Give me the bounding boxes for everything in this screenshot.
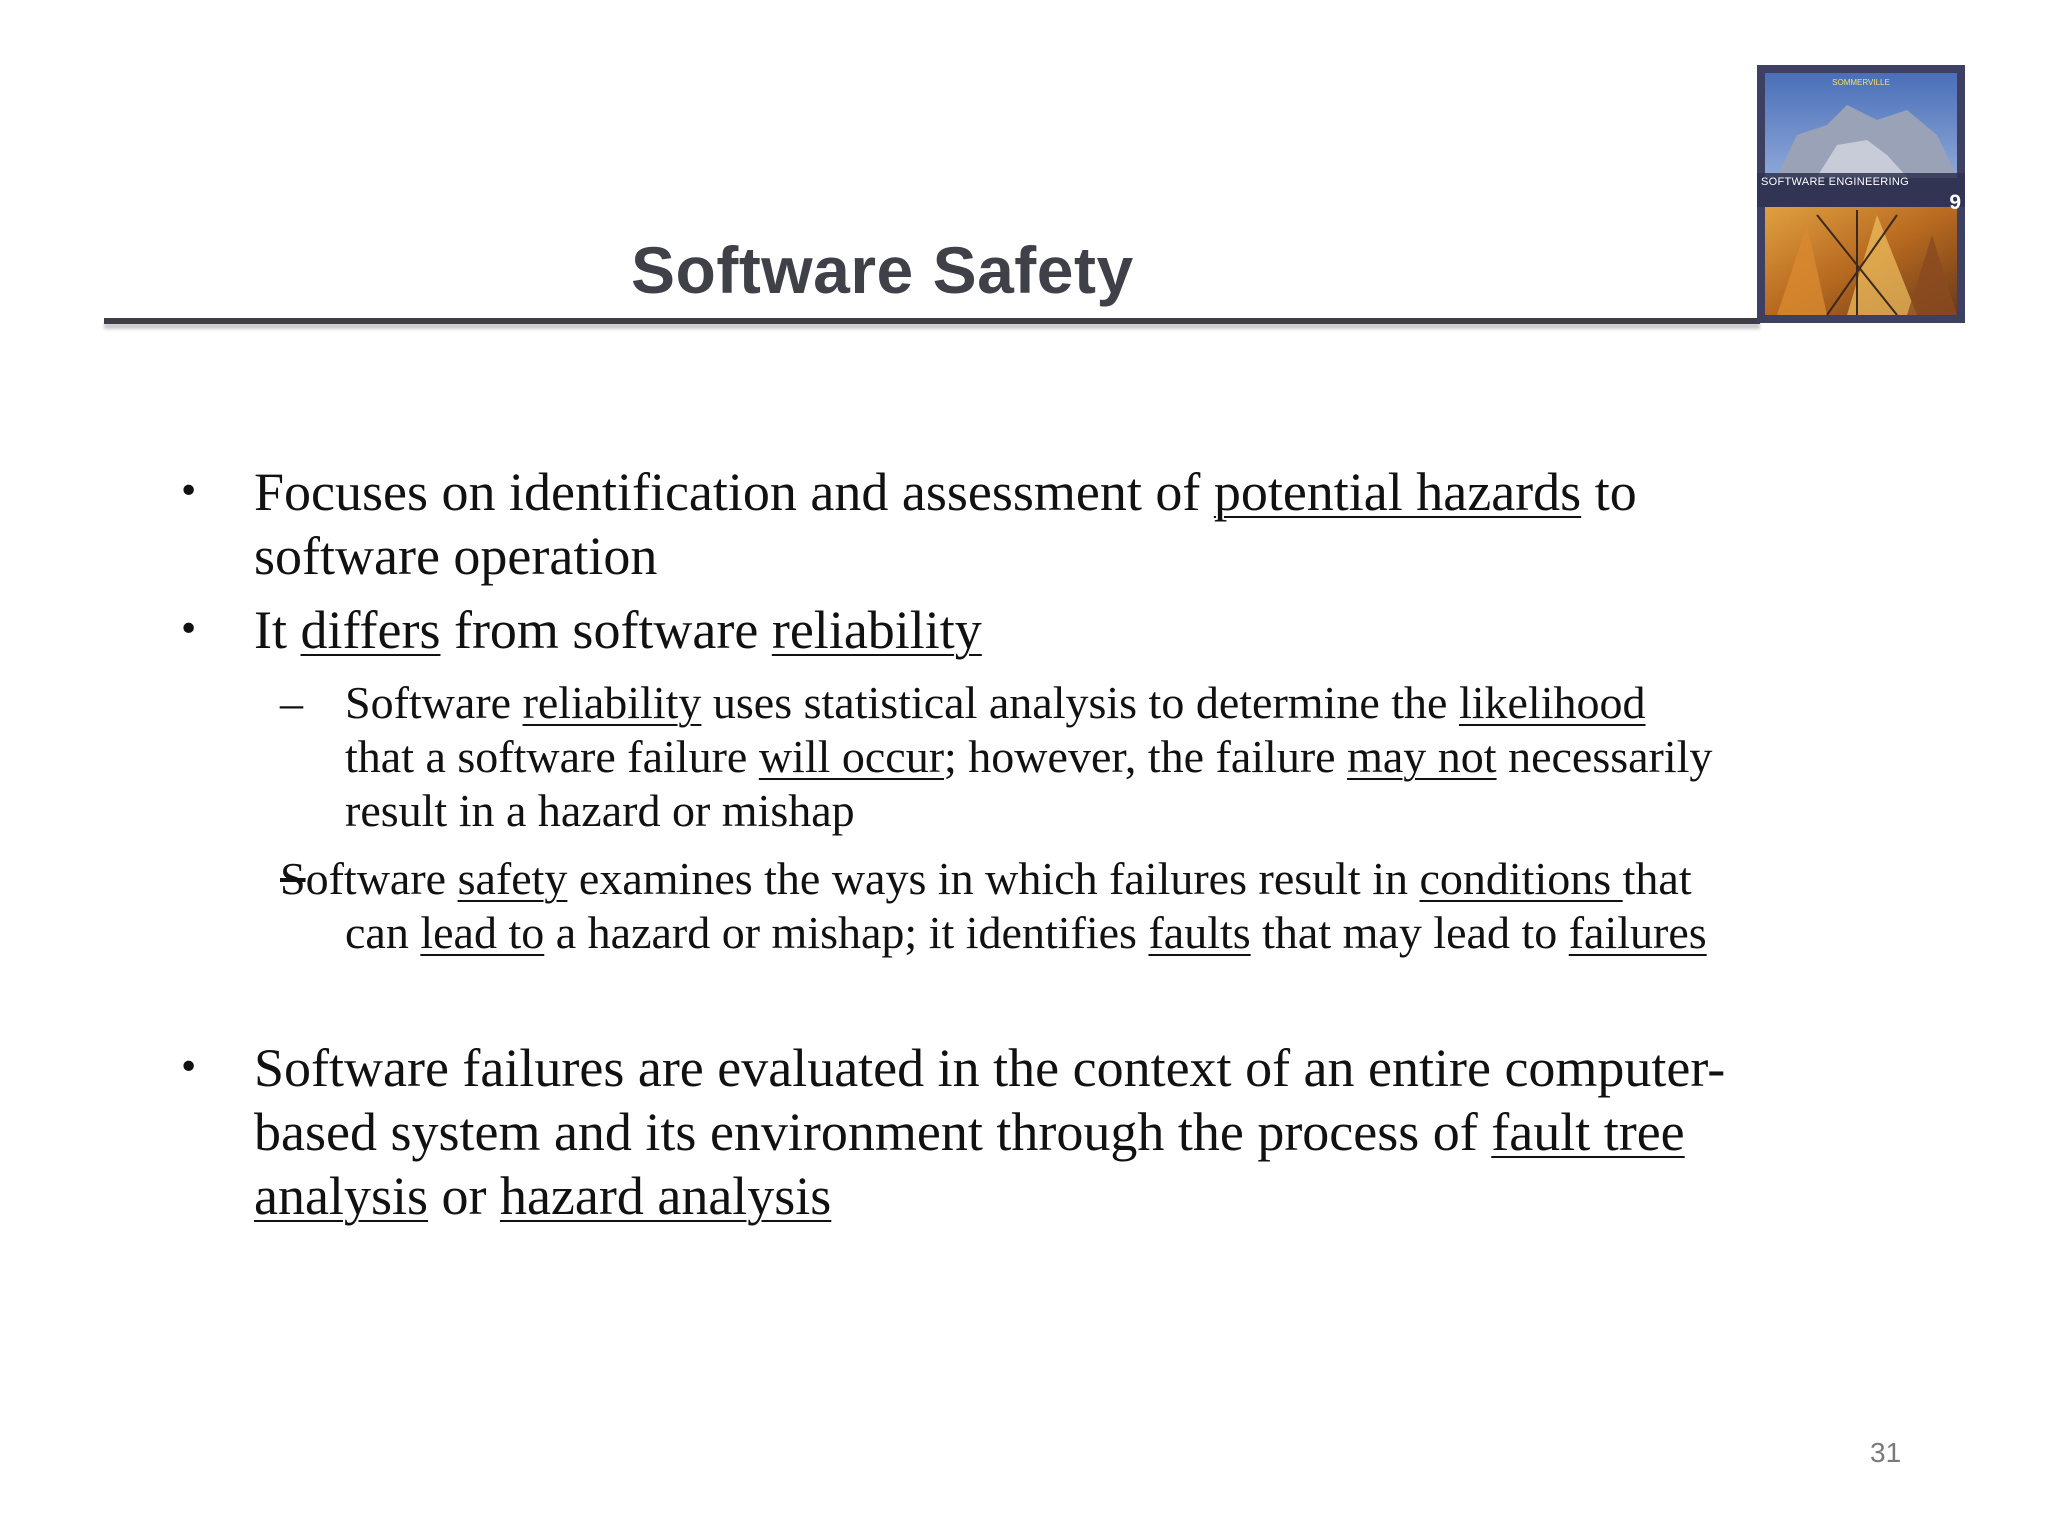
bullet-item <box>178 460 1814 588</box>
text-run: a hazard or mishap; it identifies <box>544 907 1149 958</box>
sub-bullet-item <box>280 676 1905 838</box>
underlined-term: faults <box>1148 907 1251 958</box>
page-number: 31 <box>1870 1437 1902 1468</box>
sub-line: result in a hazard or mishap <box>345 785 855 836</box>
underlined-term: safety <box>457 853 568 904</box>
underlined-term: failures <box>1568 907 1707 958</box>
cover-edition-number: 9 <box>1949 191 1961 214</box>
bullet-line <box>254 460 1814 524</box>
book-cover-art <box>1757 65 1965 323</box>
text-run: Focuses on identification and assessment of <box>254 462 1214 522</box>
text-run: to <box>1581 462 1637 522</box>
underlined-term: lead to <box>420 907 545 958</box>
underlined-term: analysis <box>254 1166 428 1226</box>
underlined-term: reliability <box>522 677 702 728</box>
underlined-term: will occur <box>758 731 945 782</box>
book-cover-image <box>1757 65 1965 323</box>
bullet-line <box>254 598 1814 662</box>
text-run: based system and its environment through the process of <box>254 1102 1492 1162</box>
sub-line <box>280 852 1692 906</box>
underlined-term: differs <box>300 600 441 660</box>
sub-line <box>345 906 1707 960</box>
text-run: that <box>1622 853 1692 904</box>
text-run: oftware <box>305 853 458 904</box>
text-run: from software <box>440 600 772 660</box>
underlined-term: hazard analysis <box>499 1166 832 1226</box>
title-underline-rule <box>104 318 1760 324</box>
bullet-line: Software failures are evaluated in the context of an entire computer- <box>254 1038 1726 1098</box>
text-run: necessarily <box>1496 731 1713 782</box>
struck-letter: S <box>280 853 306 904</box>
underlined-term: potential hazards <box>1213 462 1582 522</box>
text-run: uses statistical analysis to determine the <box>701 677 1459 728</box>
underlined-term: likelihood <box>1458 677 1646 728</box>
cover-title-label: SOFTWARE ENGINEERING <box>1761 176 1909 188</box>
text-run: can <box>345 907 421 958</box>
text-run: ; however, the failure <box>944 731 1348 782</box>
bullet-mark: • <box>178 471 200 512</box>
text-run: It <box>254 600 301 660</box>
text-run: or <box>427 1166 500 1226</box>
underlined-term: conditions <box>1419 853 1623 904</box>
bullet-line <box>254 1164 1814 1228</box>
bullet-line <box>254 1100 1814 1164</box>
dash-mark: – <box>280 677 303 728</box>
underlined-term: may not <box>1347 731 1497 782</box>
text-run: that a software failure <box>345 731 759 782</box>
sub-line <box>345 730 1905 784</box>
text-run: examines the ways in which failures result in <box>567 853 1420 904</box>
bullet-mark: • <box>178 1047 200 1088</box>
text-run: that may lead to <box>1250 907 1569 958</box>
bullet-mark: • <box>178 609 200 650</box>
bullet-item <box>178 598 1814 662</box>
bullet-line: software operation <box>254 526 658 586</box>
sub-line <box>345 676 1905 730</box>
bullet-item <box>178 1036 1814 1228</box>
text-run: Software <box>345 677 523 728</box>
underlined-term: fault tree <box>1491 1102 1685 1162</box>
cover-series-text: SOMMERVILLE <box>1832 78 1890 87</box>
slide-title: Software Safety <box>631 233 1134 307</box>
underlined-term: reliability <box>771 600 982 660</box>
